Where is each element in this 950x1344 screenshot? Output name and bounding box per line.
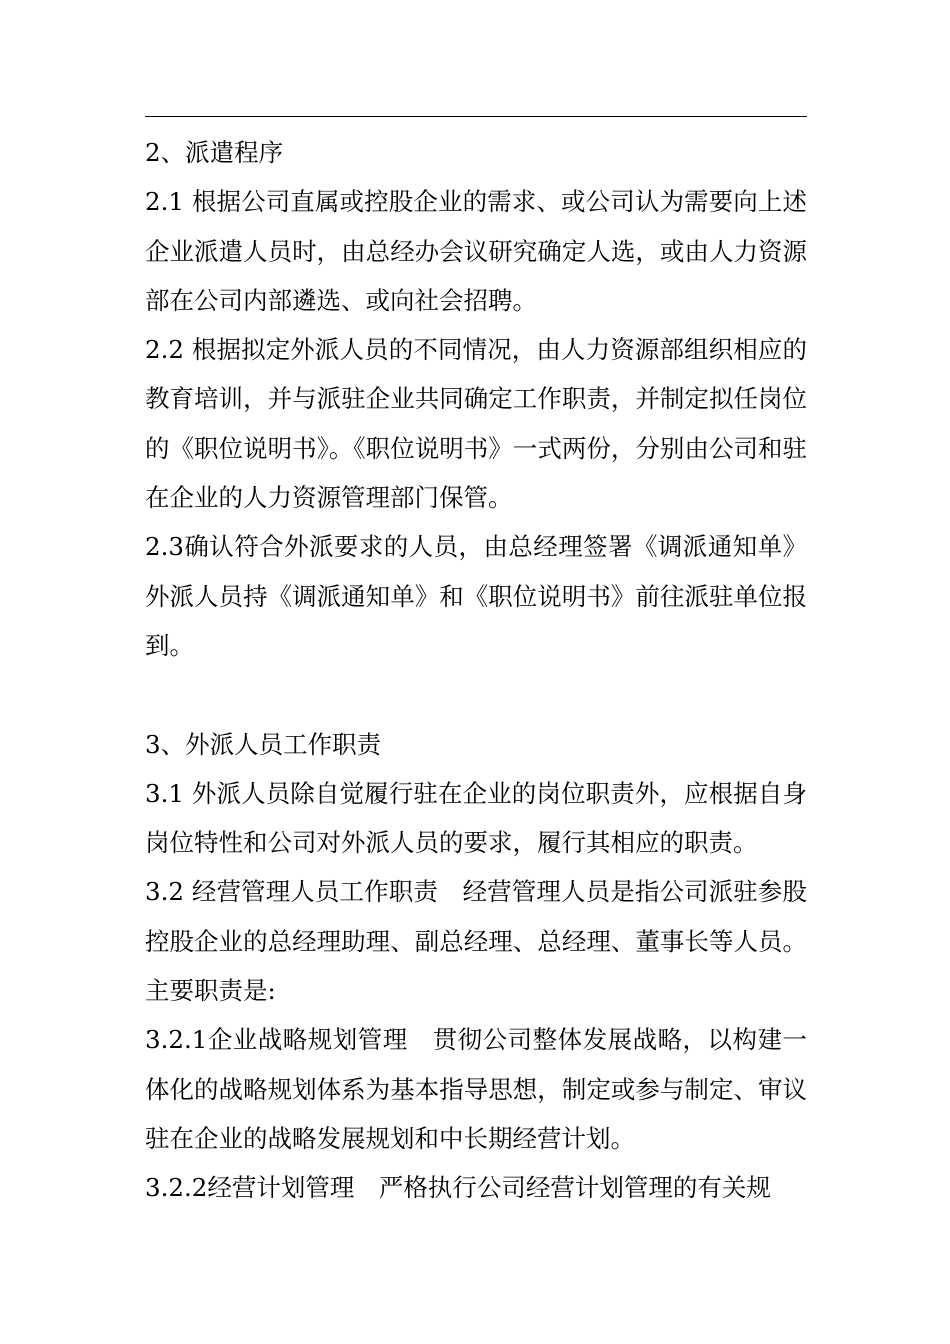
document-body	[145, 128, 807, 1213]
paragraph-2-1: 2.1 根据公司直属或控股企业的需求、或公司认为需要向上述企业派遣人员时，由总经办会议研究确定人选，或由人力资源部在公司内部遴选、或向社会招聘。	[145, 187, 807, 315]
paragraph-3-2-1: 3.2.1企业战略规划管理 贯彻公司整体发展战略，以构建一体化的战略规划体系为基本指导思想，制定或参与制定、审议驻在企业的战略发展规划和中长期经营计划。	[145, 1025, 807, 1153]
paragraph-3-2: 3.2 经营管理人员工作职责 经营管理人员是指公司派驻参股控股企业的总经理助理、副总经理、总经理、董事长等人员。主要职责是:	[145, 877, 807, 1006]
paragraph-3-1: 3.1 外派人员除自觉履行驻在企业的岗位职责外，应根据自身岗位特性和公司对外派人员的要求，履行其相应的职责。	[145, 778, 807, 858]
paragraph-2-2: 2.2 根据拟定外派人员的不同情况，由人力资源部组织相应的教育培训，并与派驻企业共同确定工作职责，并制定拟任岗位的《职位说明书》。《职位说明书》一式两份，分别由公司和驻在企业的人力资源管理部门保管。	[145, 335, 807, 513]
paragraph-2-3: 2.3确认符合外派要求的人员，由总经理签署《调派通知单》外派人员持《调派通知单》和《职位说明书》前往派驻单位报到。	[145, 532, 807, 660]
header-rule	[145, 116, 807, 117]
section-2-heading: 2、派遣程序	[145, 138, 284, 167]
section-3-heading: 3、外派人员工作职责	[145, 729, 382, 759]
paragraph-3-2-2: 3.2.2经营计划管理 严格执行公司经营计划管理的有关规	[145, 1173, 771, 1203]
blank-line	[145, 670, 807, 719]
